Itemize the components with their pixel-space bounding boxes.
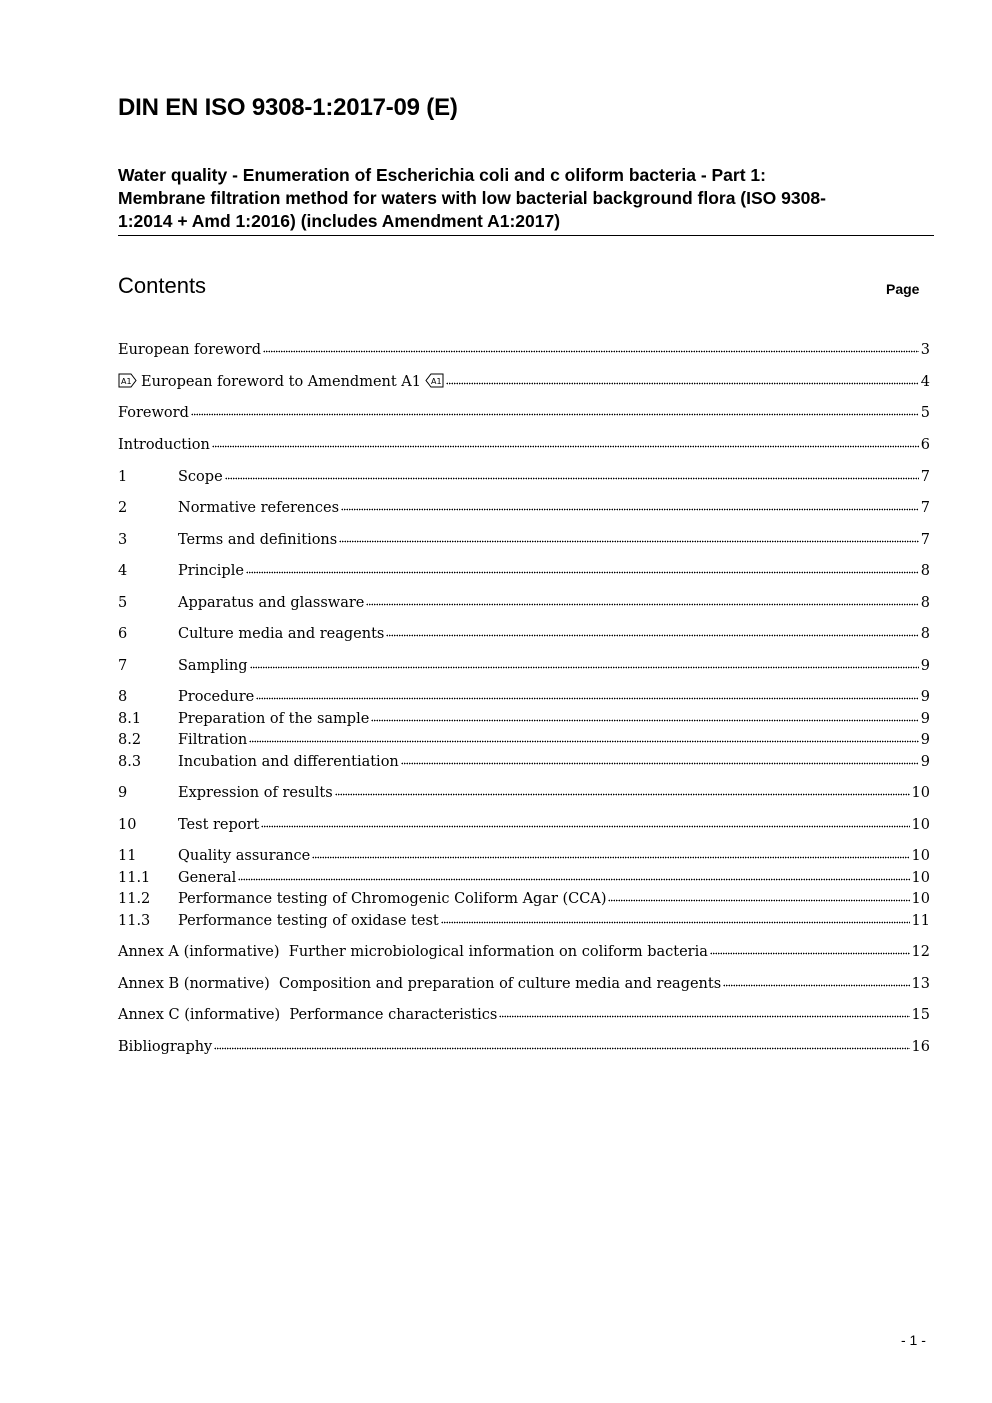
toc-leader-dots: [225, 477, 919, 480]
toc-entry-page: 8: [920, 626, 930, 642]
toc-entry-page: 5: [920, 405, 930, 421]
toc-entry-label: Expression of results: [178, 785, 333, 801]
title-line-3: 1:2014 + Amd 1:2016) (includes Amendment A1:2017): [118, 211, 561, 231]
toc-entry-label: Sampling: [178, 658, 248, 674]
toc-entry-page: 3: [920, 342, 930, 358]
title-line-1: Water quality - Enumeration of Escherichia coli and c oliform bacteria - Part 1:: [118, 165, 766, 185]
document-title: [118, 164, 934, 236]
toc-entry-number: 2: [118, 500, 128, 516]
toc-entry-number: 11.1: [118, 870, 151, 886]
toc-leader-dots: [312, 856, 909, 859]
toc-entry-sampling[interactable]: [118, 656, 930, 676]
toc-entry-label: Performance testing of Chromogenic Coliform Agar (CCA): [178, 891, 607, 907]
toc-leader-dots: [263, 350, 919, 353]
toc-entry-page: 9: [920, 754, 930, 770]
toc-entry-page: 8: [920, 595, 930, 611]
page-column-heading: Page: [886, 281, 920, 297]
toc-entry-number: 11.2: [118, 891, 151, 907]
toc-entry-page: 10: [911, 817, 930, 833]
toc-entry-label: Scope: [178, 469, 223, 485]
toc-entry-label: Annex C (informative) Performance characteristics: [118, 1007, 498, 1023]
toc-entry-european-foreword-amendment[interactable]: [118, 372, 930, 392]
toc-entry-number: 10: [118, 817, 137, 833]
toc-leader-dots: [608, 899, 909, 902]
contents-heading: Contents: [118, 273, 207, 298]
toc-entry-label: Preparation of the sample: [178, 711, 370, 727]
toc-entry-page: 6: [920, 437, 930, 453]
toc-entry-general[interactable]: [118, 868, 930, 888]
toc-leader-dots: [246, 571, 919, 574]
toc-leader-dots: [256, 697, 919, 700]
toc-entry-label: Incubation and differentiation: [178, 754, 399, 770]
toc-leader-dots: [214, 1047, 909, 1050]
toc-entry-label: Principle: [178, 563, 244, 579]
toc-leader-dots: [339, 540, 919, 543]
toc-entry-scope[interactable]: [118, 467, 930, 487]
toc-entry-label: Introduction: [118, 437, 210, 453]
toc-entry-label: European foreword to Amendment A1: [141, 374, 422, 390]
toc-entry-apparatus-and-glassware[interactable]: [118, 593, 930, 613]
toc-entry-page: 10: [911, 870, 930, 886]
toc-leader-dots: [250, 666, 919, 669]
toc-leader-dots: [710, 952, 910, 955]
toc-entry-expression-of-results[interactable]: [118, 783, 930, 803]
toc-entry-label: Annex B (normative) Composition and preparation of culture media and reagents: [118, 976, 722, 992]
toc-leader-dots: [261, 825, 909, 828]
toc-entry-number: 8: [118, 689, 128, 705]
toc-entry-introduction[interactable]: [118, 435, 930, 455]
toc-entry-page: 4: [920, 374, 930, 390]
toc-entry-page: 7: [920, 469, 930, 485]
toc-entry-european-foreword[interactable]: [118, 340, 930, 360]
toc-entry-page: 13: [911, 976, 930, 992]
toc-entry-label: Annex A (informative) Further microbiological information on coliform bacteria: [118, 944, 708, 960]
toc-leader-dots: [499, 1015, 909, 1018]
toc-leader-dots: [441, 921, 910, 924]
toc-entry-page: 9: [920, 658, 930, 674]
toc-leader-dots: [401, 762, 919, 765]
toc-entry-normative-references[interactable]: [118, 498, 930, 518]
toc-entry-page: 10: [911, 891, 930, 907]
toc-entry-foreword[interactable]: [118, 403, 930, 423]
toc-leader-dots: [249, 740, 918, 743]
toc-entry-number: 4: [118, 563, 128, 579]
toc-entry-number: 7: [118, 658, 128, 674]
toc-entry-label: Quality assurance: [178, 848, 311, 864]
toc-entry-performance-testing-oxidase[interactable]: [118, 911, 930, 931]
toc-entry-page: 10: [911, 785, 930, 801]
toc-entry-number: 11: [118, 848, 137, 864]
toc-entry-label: Performance testing of oxidase test: [178, 913, 439, 929]
toc-entry-number: 3: [118, 532, 128, 548]
toc-entry-culture-media-and-reagents[interactable]: [118, 624, 930, 644]
toc-entry-page: 7: [920, 532, 930, 548]
toc-leader-dots: [371, 719, 918, 722]
toc-entry-number: 8.3: [118, 754, 142, 770]
toc-entry-page: 9: [920, 711, 930, 727]
toc-leader-dots: [386, 634, 918, 637]
toc-entry-preparation-of-the-sample[interactable]: [118, 709, 930, 729]
toc-leader-dots: [335, 793, 910, 796]
toc-entry-page: 11: [911, 913, 930, 929]
toc-leader-dots: [446, 382, 919, 385]
toc-entry-annex-c[interactable]: [118, 1005, 930, 1025]
toc-entry-performance-testing-cca[interactable]: [118, 889, 930, 909]
toc-entry-test-report[interactable]: [118, 815, 930, 835]
title-line-2: Membrane filtration method for waters with low bacterial background flora (ISO 9308-: [118, 188, 826, 208]
toc-entry-label: European foreword: [118, 342, 262, 358]
toc-entry-label: Filtration: [178, 732, 248, 748]
amendment-start-mark-text: A1: [121, 377, 132, 386]
toc-entry-label-wrapper: [118, 372, 444, 392]
toc-entry-label: Foreword: [118, 405, 189, 421]
toc-entry-number: 5: [118, 595, 128, 611]
toc-entry-page: 9: [920, 689, 930, 705]
toc-entry-page: 7: [920, 500, 930, 516]
page-number-footer: - 1 -: [901, 1332, 926, 1348]
toc-entry-procedure[interactable]: [118, 687, 930, 707]
toc-leader-dots: [366, 603, 918, 606]
amendment-start-mark-icon: [118, 373, 137, 388]
toc-entry-incubation-and-differentiation[interactable]: [118, 752, 930, 772]
toc-entry-bibliography[interactable]: [118, 1037, 930, 1057]
toc-entry-page: 12: [911, 944, 930, 960]
toc-entry-number: 9: [118, 785, 128, 801]
toc-leader-dots: [191, 413, 919, 416]
toc-entry-filtration[interactable]: [118, 730, 930, 750]
toc-entry-label: Apparatus and glassware: [178, 595, 365, 611]
toc-entry-label: General: [178, 870, 237, 886]
amendment-end-mark-icon: [425, 373, 444, 388]
toc-entry-number: 8.1: [118, 711, 142, 727]
toc-entry-terms-and-definitions[interactable]: [118, 530, 930, 550]
toc-leader-dots: [723, 984, 909, 987]
toc-leader-dots: [238, 878, 909, 881]
toc-entry-number: 11.3: [118, 913, 151, 929]
toc-entry-label: Terms and definitions: [178, 532, 338, 548]
toc-entry-quality-assurance[interactable]: [118, 846, 930, 866]
toc-entry-label: Test report: [178, 817, 260, 833]
toc-entry-label: Procedure: [178, 689, 255, 705]
toc-entry-page: 10: [911, 848, 930, 864]
toc-entry-number: 6: [118, 626, 128, 642]
toc-entry-annex-b[interactable]: [118, 974, 930, 994]
amendment-end-mark-text: A1: [431, 377, 442, 386]
toc-entry-page: 16: [911, 1039, 930, 1055]
toc-entry-principle[interactable]: [118, 561, 930, 581]
document-id: DIN EN ISO 9308-1:2017-09 (E): [118, 94, 458, 121]
toc-leader-dots: [341, 508, 919, 511]
toc-entry-number: 1: [118, 469, 128, 485]
toc-leader-dots: [212, 445, 919, 448]
toc-entry-label: Normative references: [178, 500, 340, 516]
toc-entry-label: Bibliography: [118, 1039, 213, 1055]
toc-entry-page: 9: [920, 732, 930, 748]
toc-entry-page: 15: [911, 1007, 930, 1023]
toc-entry-number: 8.2: [118, 732, 142, 748]
toc-entry-page: 8: [920, 563, 930, 579]
toc-entry-annex-a[interactable]: [118, 942, 930, 962]
toc-entry-label: Culture media and reagents: [178, 626, 385, 642]
